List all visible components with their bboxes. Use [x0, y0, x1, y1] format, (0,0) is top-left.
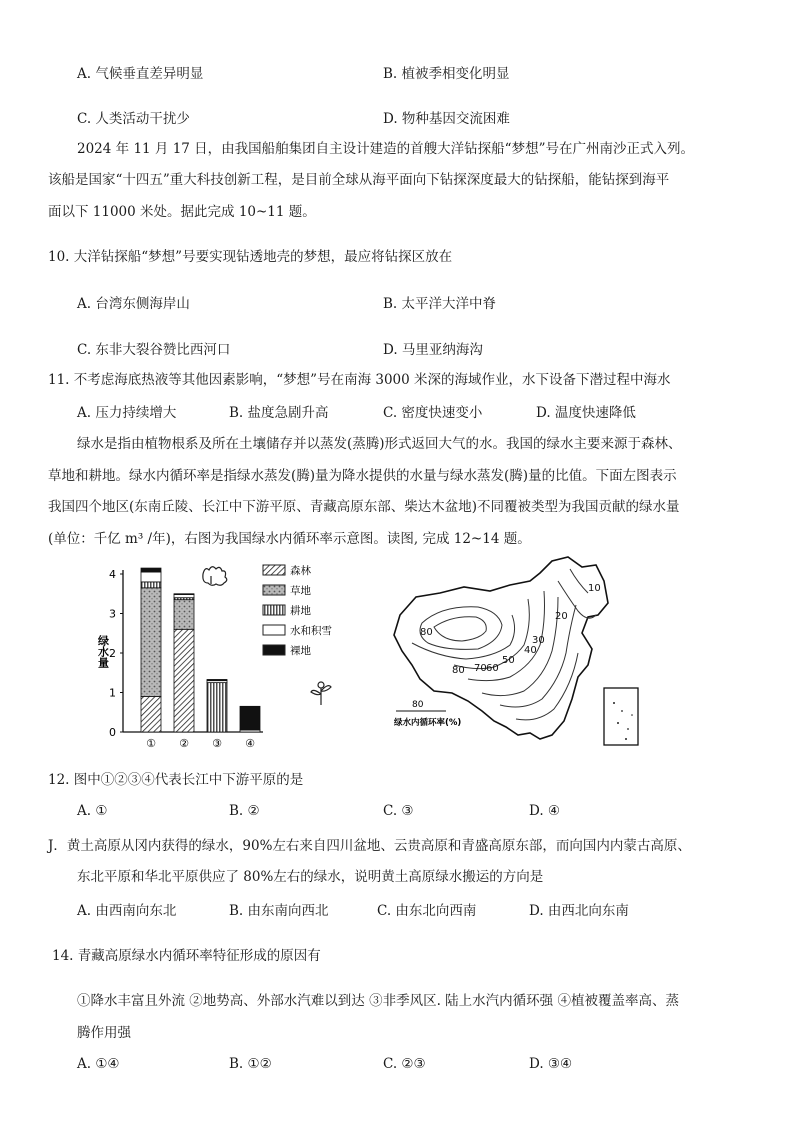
- bar-segment-2: [174, 600, 194, 630]
- q14-items-line2: 腾作用强: [77, 1025, 131, 1041]
- green-water-recycling-map: [382, 553, 652, 753]
- q12-option-c: C. ③: [383, 803, 414, 819]
- map-legend-value: 80: [412, 700, 424, 710]
- q12-option-d: D. ④: [529, 803, 561, 819]
- contour-labels: [420, 583, 601, 676]
- passage1-line1: 2024 年 11 月 17 日，由我国船舶集团自主设计建造的首艘大洋钻探船“梦想”号在广州南沙正式入列。: [77, 141, 694, 157]
- passage2-line2: 草地和耕地。绿水内循环率是指绿水蒸发(腾)量为降水提供的水量与绿水蒸发(腾)量的比值。下面左图表示: [48, 468, 677, 484]
- q9-option-a: A. 气候垂直差异明显: [77, 66, 204, 82]
- south-china-sea-inset: [604, 688, 638, 745]
- q11-option-d: D. 温度快速降低: [536, 405, 636, 421]
- y-tick-label: 3: [109, 607, 116, 621]
- q14-stem: 14. 青藏高原绿水内循环率特征形成的原因有: [52, 948, 321, 964]
- q13-option-d: D. 由西北向东南: [529, 903, 629, 919]
- legend-label-bare: 裸地: [290, 645, 311, 657]
- map-legend: [394, 700, 461, 728]
- q11-option-c: C. 密度快速变小: [383, 405, 483, 421]
- passage2-line4: (单位：千亿 m³ /年)，右图为我国绿水内循环率示意图。读图, 完成 12~14 题。: [48, 531, 531, 547]
- q11-stem: 11. 不考虑海底热液等其他因素影响，“梦想”号在南海 3000 米深的海域作业，水下设备下潜过程中海水: [48, 372, 671, 388]
- bar-segment-1: [174, 629, 194, 732]
- q14-option-b: B. ①②: [229, 1056, 272, 1072]
- china-outline: [394, 557, 608, 739]
- q13-line2: 东北平原和华北平原供应了 80%左右的绿水，说明黄土高原绿水搬运的方向是: [77, 869, 544, 885]
- x-tick-label: ③: [212, 737, 222, 750]
- bar-segment-4: [141, 572, 161, 582]
- legend-swatch-farmland: [263, 605, 285, 615]
- q11-option-b: B. 盐度急剧升高: [229, 405, 329, 421]
- contour-label: 50: [502, 655, 515, 666]
- tree-sketch-icon: [203, 567, 227, 586]
- x-tick-label: ②: [179, 737, 189, 750]
- q11-option-a: A. 压力持续增大: [77, 405, 177, 421]
- passage1-line2: 该船是国家“十四五”重大科技创新工程，是目前全球从海平面向下钻探深度最大的钻探船，能钻探到海平: [48, 172, 670, 188]
- contour-lines: [412, 569, 596, 720]
- contour-label: 20: [555, 611, 568, 622]
- legend-swatch-water: [263, 625, 285, 635]
- legend-label-water: 水和积雪: [290, 625, 332, 637]
- q10-option-b: B. 太平洋大洋中脊: [383, 296, 497, 312]
- chart-legend: [263, 564, 332, 657]
- bar-segment-3: [141, 582, 161, 588]
- bar-segment-1: [141, 696, 161, 732]
- bar-segment-2: [141, 588, 161, 697]
- q9-option-c: C. 人类活动干扰少: [77, 111, 190, 127]
- q14-items-line1: ①降水丰富且外流 ②地势高、外部水汽难以到达 ③非季风区. 陆上水汽内循环强 ④植被覆盖率高、蒸: [77, 993, 679, 1009]
- legend-swatch-grass: [263, 585, 285, 595]
- q13-option-b: B. 由东南向西北: [229, 903, 329, 919]
- q13-option-c: C. 由东北向西南: [377, 903, 477, 919]
- passage1-line3: 面以下 11000 米处。据此完成 10~11 题。: [48, 204, 316, 220]
- bar-segment-5: [141, 568, 161, 572]
- contour-label: 70: [474, 663, 487, 674]
- passage2-line3: 我国四个地区(东南丘陵、长江中下游平原、青藏高原东部、柴达木盆地)不同覆被类型为我国贡献的绿水量: [48, 499, 680, 515]
- q10-stem: 10. 大洋钻探船“梦想”号要实现钻透地壳的梦想，最应将钻探区放在: [48, 249, 453, 265]
- bar-segment-5: [240, 706, 260, 730]
- bar-segment-4: [174, 595, 194, 598]
- bar-segment-5: [174, 594, 194, 595]
- q10-option-d: D. 马里亚纳海沟: [383, 342, 483, 358]
- passage2-line1: 绿水是指由植物根系及所在土壤储存并以蒸发(蒸腾)形式返回大气的水。我国的绿水主要来源于森林、: [77, 436, 682, 452]
- contour-label: 30: [532, 635, 545, 646]
- q14-option-a: A. ①④: [77, 1056, 120, 1072]
- q12-option-a: A. ①: [77, 803, 108, 819]
- q13-line1: J．黄土高原从冈内获得的绿水，90%左右来自四川盆地、云贵高原和青盛高原东部，而向国内内蒙古高原、: [48, 838, 691, 854]
- q12-option-b: B. ②: [229, 803, 260, 819]
- bar-segment-5: [207, 679, 227, 680]
- contour-label: 80: [420, 627, 433, 638]
- legend-label-farmland: 耕地: [290, 605, 311, 617]
- q9-option-b: B. 植被季相变化明显: [383, 66, 510, 82]
- q10-option-c: C. 东非大裂谷赞比西河口: [77, 342, 231, 358]
- contour-label: 10: [588, 583, 601, 594]
- x-tick-label: ①: [146, 737, 156, 750]
- y-tick-label: 0: [109, 726, 116, 739]
- y-tick-label: 4: [109, 568, 116, 581]
- contour-label: 40: [524, 645, 537, 656]
- green-water-bar-chart: [93, 560, 373, 755]
- legend-swatch-bare: [263, 645, 285, 655]
- y-axis-label: 绿水量: [96, 635, 110, 668]
- q13-option-a: A. 由西南向东北: [77, 903, 177, 919]
- contour-label: 80: [452, 665, 465, 676]
- q12-stem: 12. 图中①②③④代表长江中下游平原的是: [48, 772, 304, 788]
- y-tick-label: 1: [109, 686, 116, 700]
- map-legend-caption: 绿水内循环率(%): [394, 718, 462, 728]
- y-tick-label: 2: [109, 647, 116, 660]
- legend-label-grass: 草地: [290, 585, 311, 597]
- q14-option-c: C. ②③: [383, 1056, 426, 1072]
- q10-option-a: A. 台湾东侧海岸山: [77, 296, 190, 312]
- legend-label-forest: 森林: [290, 565, 311, 577]
- q9-option-d: D. 物种基因交流困难: [383, 111, 510, 127]
- contour-label: 60: [486, 663, 499, 674]
- legend-swatch-forest: [263, 565, 285, 575]
- x-tick-label: ④: [245, 737, 255, 750]
- plant-sketch-icon: [311, 682, 331, 705]
- bar-segment-3: [207, 683, 227, 732]
- q14-option-d: D. ③④: [529, 1056, 573, 1072]
